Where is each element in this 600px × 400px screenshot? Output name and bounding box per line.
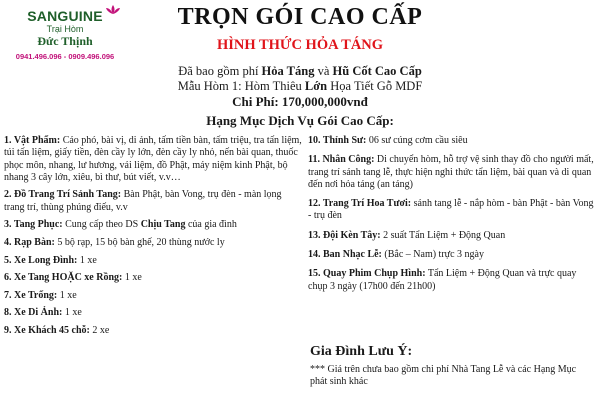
service-item: 1. Vật Phẩm: Cáo phó, bài vị, di ảnh, tấm tiền bàn, tấm triệu, tra tấn liệm, túi tấn liệm, giấy tiền, đèn cầy ly lớn, đèn cầy ly nhỏ, nến bài quan, thuốc phọc môn, nhang, lư hương, vải liệm, đồ Phật, máy niệm kinh Phật, bộ nhang 3 cây lớn, xiêu, bì thư, bút viết, v.v…: [4, 135, 302, 183]
logo-name: Đức Thịnh: [37, 34, 93, 48]
logo-brand-text: SANGUINE: [27, 8, 103, 24]
services-left-column: [4, 135, 302, 343]
service-item: 3. Tang Phục: Cung cấp theo DS Chịu Tang của gia đình: [4, 219, 237, 231]
service-item: 4. Rạp Bàn: 5 bộ rạp, 15 bộ bàn ghế, 20 thùng nước ly: [4, 236, 225, 248]
package-cost: Chi Phí: 170,000,000vnđ: [232, 94, 368, 109]
service-item: 15. Quay Phim Chụp Hình: Tẩn Liệm + Động Quan và trực quay chụp 3 ngày (17h00 đến 21h00): [308, 268, 577, 292]
service-item: 10. Thỉnh Sư: 06 sư cúng cơm cầu siêu: [308, 135, 468, 146]
service-item: 8. Xe Di Ảnh: 1 xe: [4, 307, 82, 319]
service-item: 14. Ban Nhạc Lễ: (Bắc – Nam) trực 3 ngày: [308, 249, 484, 261]
page-subtitle: HÌNH THỨC HỎA TÁNG: [216, 37, 384, 53]
service-item: 7. Xe Trống: 1 xe: [4, 289, 77, 301]
service-item: 9. Xe Khách 45 chỗ: 2 xe: [4, 324, 110, 336]
service-item: 12. Trang Trí Hoa Tươi: sảnh tang lễ - nắp hòm - bàn Phật - bàn Vong - trụ đèn: [308, 198, 594, 222]
service-item: 11. Nhân Công: Di chuyển hòm, hỗ trợ vệ sinh thay đồ cho người mất, trang trí sảnh tang lễ, thực hiện nghi thức tẩn liệm, bài quan và di quan đến nơi hỏa táng (an táng): [308, 154, 594, 190]
service-item: 5. Xe Long Đình: 1 xe: [4, 254, 97, 266]
info-line-1: Đã bao gồm phí Hỏa Táng và Hũ Cốt Cao Cấp: [178, 64, 422, 78]
service-item: 6. Xe Tang HOẶC xe Rồng: 1 xe: [4, 272, 142, 284]
family-note: [310, 344, 595, 389]
info-line-2: Mẫu Hòm 1: Hòm Thiêu Lớn Họa Tiết Gỗ MDF: [177, 79, 423, 93]
logo-phone: 0941.496.096 - 0909.496.096: [15, 52, 115, 61]
package-info: [0, 64, 600, 109]
note-title: Gia Đình Lưu Ý:: [310, 344, 413, 359]
logo-subtitle: Trại Hòm: [46, 24, 84, 34]
service-item: 13. Đội Kèn Tây: 2 suất Tẩn Liệm + Động Quan: [308, 229, 506, 241]
note-text: *** Giá trên chưa bao gồm chi phí Nhà Tang Lễ và các Hạng Mục phát sinh khác: [310, 364, 577, 388]
service-item: 2. Đồ Trang Trí Sảnh Tang: Bàn Phật, bàn Vong, trụ đèn - màn lọng trang trí, thùng phúng điếu, v.v: [4, 189, 282, 213]
service-category-heading: Hạng Mục Dịch Vụ Gói Cao Cấp:: [206, 113, 394, 128]
page-title: TRỌN GÓI CAO CẤP: [177, 4, 423, 30]
services-right-column: [308, 135, 598, 300]
